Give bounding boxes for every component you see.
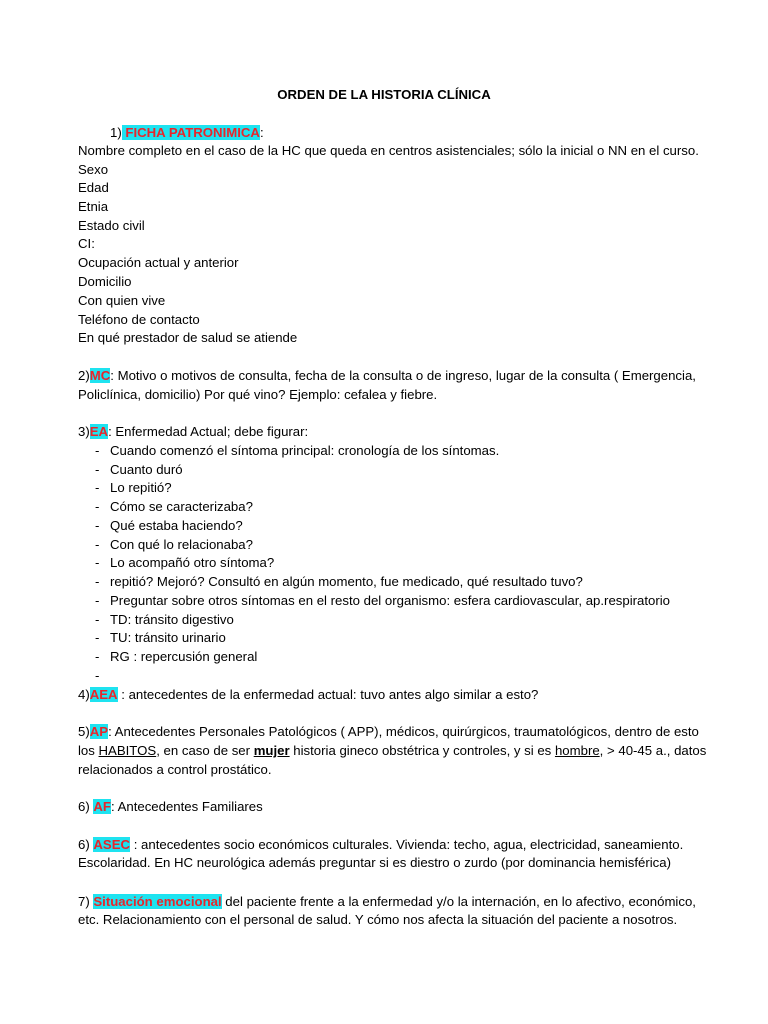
section-7-tag: Situación emocional [93, 894, 222, 909]
section-4-text: : antecedentes de la enfermedad actual: tuvo antes algo similar a esto? [117, 687, 539, 702]
list-item [95, 667, 110, 685]
section-5-text: : Antecedentes Personales Patológicos ( APP), médicos, quirúrgicos, traumatológicos, dentro de esto [108, 724, 699, 739]
list-item-text: RG : repercusión general [110, 649, 258, 664]
section-2-text: : Motivo o motivos de consulta, fecha de la consulta o de ingreso, lugar de la consulta ( Emergencia, [110, 368, 696, 383]
section-2-line-1 [78, 367, 696, 385]
section-5-number: 5) [78, 724, 90, 739]
section-7-line-1 [78, 893, 696, 911]
list-item [95, 461, 183, 479]
bullet-dash: - [95, 443, 100, 458]
list-item-text: Cuando comenzó el síntoma principal: cronología de los síntomas. [110, 443, 500, 458]
list-item-text: Lo acompañó otro síntoma? [110, 555, 275, 570]
section-6b-number: 6) [78, 837, 94, 852]
section-2-number: 2) [78, 368, 90, 383]
list-item-text: Lo repitió? [110, 480, 172, 495]
list-item [95, 517, 243, 535]
list-item [95, 498, 253, 516]
bullet-dash: - [95, 499, 100, 514]
list-item-text: TD: tránsito digestivo [110, 612, 234, 627]
section-7-number: 7) [78, 894, 94, 909]
s5-text: , > 40-45 a., datos [599, 743, 707, 758]
section-1-tag: FICHA PATRONIMICA [121, 125, 260, 140]
s5-text: , en caso de ser [156, 743, 254, 758]
mujer-underlined: mujer [253, 743, 290, 758]
s1-line: Estado civil [78, 218, 145, 233]
bullet-dash: - [95, 612, 100, 627]
habitos-underlined: HABITOS [98, 743, 157, 758]
list-item [95, 629, 226, 647]
list-item [95, 648, 257, 666]
section-2-line-2: Policlínica, domicilio) Por qué vino? Ejemplo: cefalea y fiebre. [78, 387, 438, 402]
section-4-line [78, 686, 538, 704]
s1-line: Teléfono de contacto [78, 312, 200, 327]
bullet-dash: - [95, 574, 100, 589]
s1-line: Ocupación actual y anterior [78, 255, 239, 270]
list-item [95, 554, 274, 572]
s1-line: Sexo [78, 162, 109, 177]
bullet-dash: - [95, 518, 100, 533]
list-item-text: Con qué lo relacionaba? [110, 537, 253, 552]
list-item [95, 479, 172, 497]
s1-line: En qué prestador de salud se atiende [78, 330, 298, 345]
section-6b-line-1 [78, 836, 683, 854]
s1-line: Domicilio [78, 274, 132, 289]
section-6a-number: 6) [78, 799, 94, 814]
list-item-text: TU: tránsito urinario [110, 630, 226, 645]
section-6a-text: : Antecedentes Familiares [110, 799, 263, 814]
section-3-tag: EA [89, 424, 109, 439]
s1-line: Nombre completo en el caso de la HC que queda en centros asistenciales; sólo la inicial o NN en el curso. [78, 143, 699, 158]
section-7-text: del paciente frente a la enfermedad y/o la internación, en lo afectivo, económico, [221, 894, 696, 909]
bullet-dash: - [95, 462, 100, 477]
section-3-text: : Enfermedad Actual; debe figurar: [108, 424, 309, 439]
hombre-underlined: hombre [554, 743, 600, 758]
section-4-tag: AEA [89, 687, 118, 702]
list-item [95, 592, 670, 610]
section-6a-line [78, 798, 263, 816]
bullet-dash: - [95, 649, 100, 664]
s1-line: Con quien vive [78, 293, 166, 308]
section-7-line-2: etc. Relacionamiento con el personal de salud. Y cómo nos afecta la situación del paciente a nosotros. [78, 912, 678, 927]
section-4-number: 4) [78, 687, 90, 702]
section-5-line-1 [78, 723, 699, 741]
s5-text: historia gineco obstétrica y controles, y si es [289, 743, 555, 758]
section-6b-tag: ASEC [93, 837, 131, 852]
s1-line: Etnia [78, 199, 109, 214]
section-2-tag: MC [89, 368, 111, 383]
section-1-heading [110, 124, 264, 142]
section-1-number: 1) [110, 125, 122, 140]
s1-line: CI: [78, 236, 95, 251]
section-1-colon: : [259, 125, 264, 140]
list-item [95, 573, 583, 591]
section-6a-tag: AF [93, 799, 111, 814]
section-6b-line-2: Escolaridad. En HC neurológica además preguntar si es diestro o zurdo (por dominancia hemisférica) [78, 855, 671, 870]
document-title: ORDEN DE LA HISTORIA CLÍNICA [277, 87, 491, 102]
list-item [95, 442, 499, 460]
section-5-line-2 [78, 742, 706, 760]
list-item-text: Qué estaba haciendo? [110, 518, 243, 533]
list-item [95, 536, 253, 554]
section-5-line-3: relacionados a control prostático. [78, 762, 272, 777]
section-6b-text: : antecedentes socio económicos culturales. Vivienda: techo, agua, electricidad, saneamiento. [130, 837, 684, 852]
list-item-text: Cuanto duró [110, 462, 183, 477]
list-item-text: Preguntar sobre otros síntomas en el resto del organismo: esfera cardiovascular, ap.respiratorio [110, 593, 671, 608]
bullet-dash: - [95, 555, 100, 570]
list-item [95, 611, 234, 629]
s5-text: los [78, 743, 99, 758]
list-item-text: repitió? Mejoró? Consultó en algún momento, fue medicado, qué resultado tuvo? [110, 574, 583, 589]
list-item-text: Cómo se caracterizaba? [110, 499, 253, 514]
bullet-dash: - [95, 593, 100, 608]
bullet-dash: - [95, 668, 100, 683]
bullet-dash: - [95, 480, 100, 495]
section-3-heading [78, 423, 308, 441]
section-5-tag: AP [89, 724, 109, 739]
bullet-dash: - [95, 537, 100, 552]
bullet-dash: - [95, 630, 100, 645]
section-3-number: 3) [78, 424, 90, 439]
s1-line: Edad [78, 180, 109, 195]
